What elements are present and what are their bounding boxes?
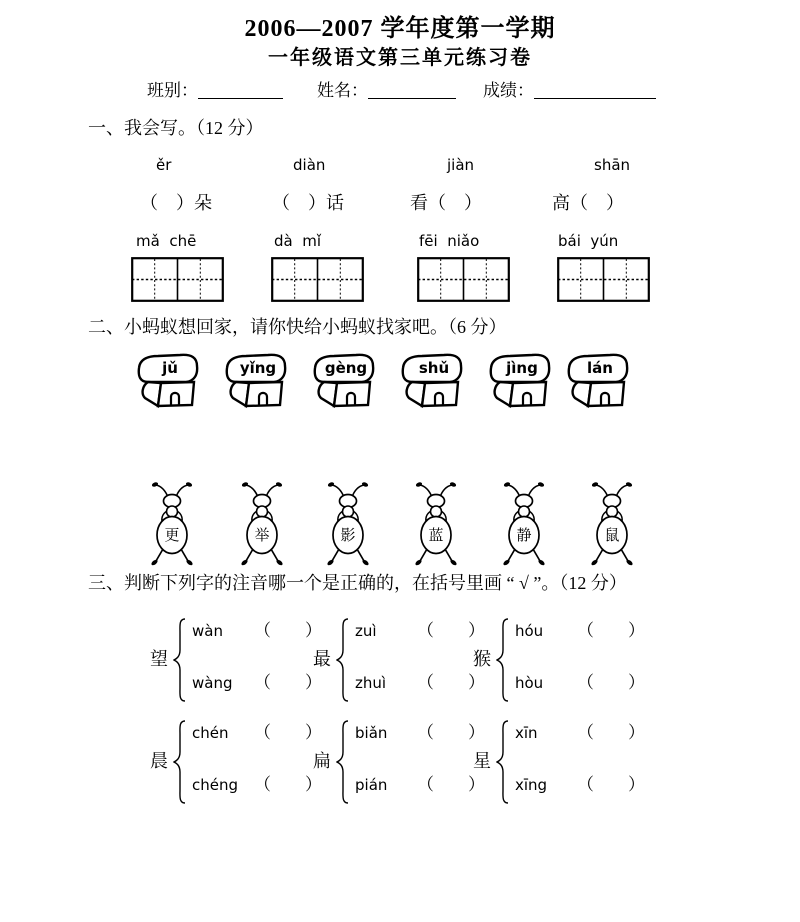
ant-icon[interactable] [501, 481, 547, 571]
score-label: 成绩： [483, 81, 534, 100]
brace-icon [336, 718, 350, 806]
option-pinyin: wàng [192, 674, 233, 692]
target-character: 最 [313, 649, 331, 669]
ant-icon[interactable] [239, 481, 285, 571]
pinyin-label: fēi niǎo [419, 232, 480, 250]
score-field [483, 76, 656, 101]
score-input-blank[interactable] [534, 81, 656, 99]
pinyin-choice-group [150, 614, 335, 706]
house-pinyin: lán [587, 359, 613, 377]
class-label: 班别： [147, 81, 198, 100]
pinyin-choice-group [150, 716, 335, 808]
ant-character: 影 [340, 528, 356, 544]
target-character: 猴 [473, 649, 491, 669]
choice-option [355, 770, 485, 795]
ant-icon[interactable] [589, 481, 635, 571]
ant-character: 静 [516, 528, 532, 544]
option-pinyin: hòu [515, 674, 544, 692]
ant-character: 更 [164, 528, 180, 544]
pinyin-label: jiàn [447, 156, 475, 174]
answer-paren[interactable]: （ ） [577, 673, 645, 692]
answer-paren[interactable]: （ ） [417, 621, 485, 640]
option-pinyin: chéng [192, 776, 239, 794]
answer-paren[interactable]: （ ） [577, 775, 645, 794]
house-pinyin: shǔ [418, 359, 450, 377]
answer-paren[interactable]: （ ） [254, 775, 322, 794]
house-pinyin: jǔ [162, 359, 178, 377]
choice-option [515, 616, 645, 641]
page-subtitle: 一年级语文第三单元练习卷 [268, 47, 532, 69]
target-character: 晨 [150, 751, 168, 771]
brace-icon [496, 616, 510, 704]
ant-character: 举 [254, 528, 270, 544]
choice-option [515, 718, 645, 743]
house-icon[interactable] [488, 352, 552, 410]
answer-paren[interactable]: （ ） [254, 621, 322, 640]
writing-grid[interactable] [271, 257, 364, 302]
house-pinyin: gèng [324, 359, 368, 377]
choice-option [192, 668, 322, 693]
class-field [147, 76, 283, 101]
answer-paren[interactable]: （ ） [417, 723, 485, 742]
option-pinyin: xīng [515, 776, 548, 794]
pinyin-label: mǎ chē [136, 232, 197, 250]
name-label: 姓名： [317, 81, 368, 100]
answer-paren[interactable]: （ ） [254, 723, 322, 742]
answer-paren[interactable]: （ ） [577, 621, 645, 640]
name-input-blank[interactable] [368, 81, 456, 99]
answer-paren[interactable]: （ ） [417, 673, 485, 692]
pinyin-choice-group [473, 614, 658, 706]
writing-grid[interactable] [131, 257, 224, 302]
writing-grid[interactable] [417, 257, 510, 302]
brace-icon [173, 616, 187, 704]
target-character: 扁 [313, 751, 331, 771]
brace-icon [496, 718, 510, 806]
answer-paren[interactable]: （ ） [577, 723, 645, 742]
ant-character: 蓝 [428, 528, 444, 544]
option-pinyin: xīn [515, 724, 538, 742]
pinyin-choice-group [313, 614, 498, 706]
fill-blank-word[interactable]: 看（ ） [410, 193, 482, 213]
house-icon[interactable] [312, 352, 376, 410]
pinyin-label: shān [594, 156, 631, 174]
house-icon[interactable] [224, 352, 288, 410]
section3-heading: 三、判断下列字的注音哪一个是正确的，在括号里画 “ √ ”。（12 分） [88, 573, 627, 593]
pinyin-label: diàn [293, 156, 326, 174]
ant-character: 鼠 [604, 528, 620, 544]
choice-option [355, 718, 485, 743]
pinyin-choice-group [313, 716, 498, 808]
target-character: 星 [473, 751, 491, 771]
writing-grid[interactable] [557, 257, 650, 302]
option-pinyin: hóu [515, 622, 544, 640]
house-icon[interactable] [566, 352, 630, 410]
house-icon[interactable] [136, 352, 200, 410]
pinyin-label: dà mǐ [274, 232, 322, 250]
brace-icon [336, 616, 350, 704]
class-input-blank[interactable] [198, 81, 283, 99]
choice-option [515, 668, 645, 693]
choice-option [355, 616, 485, 641]
choice-option [192, 718, 322, 743]
choice-option [515, 770, 645, 795]
pinyin-label: bái yún [558, 232, 619, 250]
section2-heading: 二、小蚂蚁想回家，请你快给小蚂蚁找家吧。（6 分） [88, 317, 507, 337]
pinyin-choice-group [473, 716, 658, 808]
name-field [317, 76, 456, 101]
fill-blank-word[interactable]: （ ）朵 [140, 193, 212, 213]
target-character: 望 [150, 649, 168, 669]
house-pinyin: yǐng [239, 359, 277, 377]
ant-icon[interactable] [413, 481, 459, 571]
section1-heading: 一、我会写。（12 分） [88, 118, 264, 138]
option-pinyin: wàn [192, 622, 223, 640]
option-pinyin: zuì [355, 622, 377, 640]
ant-icon[interactable] [325, 481, 371, 571]
brace-icon [173, 718, 187, 806]
pinyin-label: ěr [156, 156, 172, 174]
option-pinyin: zhuì [355, 674, 387, 692]
choice-option [355, 668, 485, 693]
option-pinyin: chén [192, 724, 229, 742]
page-title: 2006—2007 学年度第一学期 [244, 16, 556, 42]
answer-paren[interactable]: （ ） [254, 673, 322, 692]
option-pinyin: biǎn [355, 724, 388, 742]
fill-blank-word[interactable]: （ ）话 [272, 193, 344, 213]
option-pinyin: pián [355, 776, 388, 794]
house-pinyin: jìng [506, 359, 538, 377]
choice-option [192, 770, 322, 795]
fill-blank-word[interactable]: 高（ ） [552, 193, 624, 213]
ant-icon[interactable] [149, 481, 195, 571]
choice-option [192, 616, 322, 641]
answer-paren[interactable]: （ ） [417, 775, 485, 794]
house-icon[interactable] [400, 352, 464, 410]
